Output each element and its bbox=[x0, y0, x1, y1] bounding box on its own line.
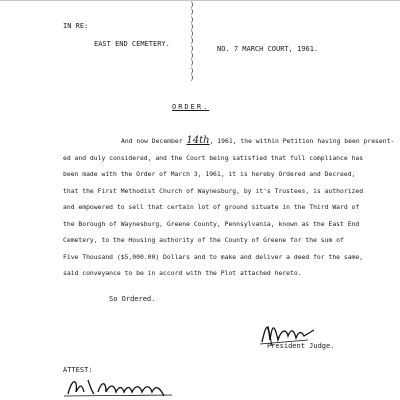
clerk-signature bbox=[64, 376, 174, 398]
body-line-1-end: , 1961, the within Petition having been present- bbox=[209, 137, 395, 145]
judge-title: President Judge. bbox=[267, 342, 335, 350]
case-subject: EAST END CEMETERY. bbox=[94, 40, 170, 48]
body-line-2: ed and duly considered, and the Court being satisfied that full compliance has bbox=[63, 154, 364, 162]
body-line-4: that the First Methodist Church of Waynesburg, by it's Trustees, is authorized bbox=[63, 187, 364, 195]
body-line-1 bbox=[121, 137, 394, 145]
docket-number: NO. 7 MARCH COURT, 1961. bbox=[217, 45, 319, 53]
so-ordered: So Ordered. bbox=[109, 295, 156, 303]
body-line-6: the Borough of Waynesburg, Greene County, Pennsylvania, known as the East End bbox=[63, 220, 360, 228]
attest-label: ATTEST: bbox=[63, 366, 93, 374]
body-line-8: Five Thousand ($5,000.00) Dollars and to make and deliver a deed for the same, bbox=[63, 253, 364, 261]
in-re-label: IN RE: bbox=[63, 22, 89, 30]
document-caption: ORDER. bbox=[172, 103, 210, 111]
body-line-3: been made with the Order of March 3, 1961, it is hereby Ordered and Decreed, bbox=[63, 170, 356, 178]
body-line-5: and empowered to sell that certain lot of ground situate in the Third Ward of bbox=[63, 203, 360, 211]
page-top-edge bbox=[0, 0, 400, 1]
caption-bracket: ) ) ) ) ) ) ) ) ) ) ) bbox=[190, 1, 195, 82]
body-line-9: said conveyance to be in accord with the Plot attached hereto. bbox=[63, 269, 302, 277]
handwritten-date: 14th bbox=[186, 135, 210, 146]
body-line-1-start: And now December bbox=[121, 137, 183, 145]
body-line-7: Cemetery, to the Housing authority of the County of Greene for the sum of bbox=[63, 236, 344, 244]
